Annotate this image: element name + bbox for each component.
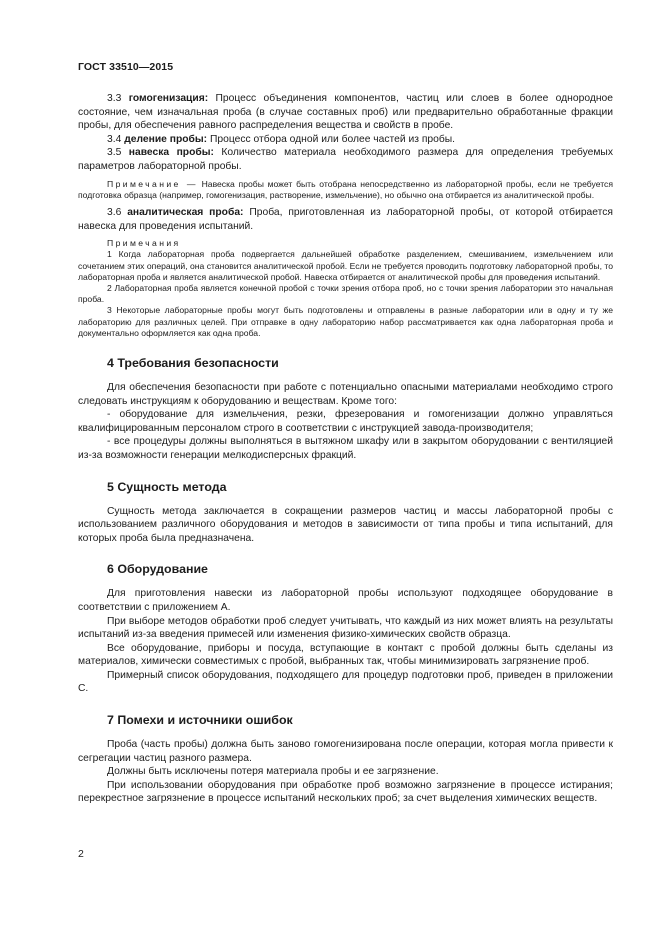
page-number: 2	[78, 848, 84, 860]
paragraph: При выборе методов обработки проб следует учитывать, что каждый из них может влиять на результаты испытаний из-за введения примесей или изменения физико-химических свойств образца.	[78, 615, 613, 641]
section-5-title: 5 Сущность метода	[107, 479, 227, 494]
definition-3-3: 3.3 гомогенизация: Процесс объединения компонентов, частиц или слоев в более однородное состояние, чем изначальная проба (в случае составных проб) или предварительно обработанные фракции пробы, для обеспечения равного распределения вещества и свойств в пробе.	[78, 93, 613, 132]
term-analytical-sample: аналитическая проба:	[127, 206, 244, 218]
list-item: - все процедуры должны выполняться в вытяжном шкафу или в закрытом оборудовании с вентиляцией из-за возможности генерации мелкодисперсных фракций.	[78, 436, 613, 461]
paragraph: Для приготовления навески из лабораторной пробы используют подходящее оборудование в соответствии с приложением А.	[78, 588, 613, 613]
paragraph: Проба (часть пробы) должна быть заново гомогенизирована после операции, которая могла привести к сегрегации частиц разного размера.	[78, 739, 613, 764]
paragraph: Должны быть исключены потеря материала пробы и ее загрязнение.	[107, 766, 439, 778]
note-item: 1 Когда лабораторная проба подвергается дальнейшей обработке разделением, смешиванием, измельчением или сочетанием этих операций, она становится аналитической пробой. Если не требуется проводить подготовку лабораторной пробы, то лабораторная проба и является аналитической пробой. Навеска отбирается от аналитической пробы для проведения испытаний.	[78, 249, 613, 282]
definition-3-4: 3.4 деление пробы: Процесс отбора одной или более частей из пробы.	[107, 133, 456, 145]
definition-3-6: 3.6 аналитическая проба: Проба, приготовленная из лабораторной пробы, от которой отбирается навеска для проведения испытаний.	[78, 206, 613, 232]
note-test-portion: Примечание — Навеска пробы может быть отобрана непосредственно из лабораторной пробы, если не требуется подготовка образца (например, гомогенизация, растворение, измельчение), но обычно она отбирается из аналитической пробы.	[78, 178, 613, 200]
paragraph: Все оборудование, приборы и посуда, вступающие в контакт с пробой должны быть сделаны из материалов, химически совместимых с пробой, выбранных так, чтобы минимизировать загрязнение проб.	[78, 642, 613, 668]
standard-code-header: ГОСТ 33510—2015	[78, 61, 174, 73]
paragraph: Сущность метода заключается в сокращении размеров частиц и массы лабораторной пробы с использованием различного оборудования и методов в зависимости от типа пробы и типа испытаний, для которых проба была предназначена.	[78, 505, 613, 544]
note-label: Примечание —	[107, 178, 198, 189]
term-homogenization: гомогенизация:	[128, 93, 209, 104]
page-body	[78, 92, 613, 806]
list-item: - оборудование для измельчения, резки, фрезерования и гомогенизации должно управляться квалифицированным персоналом строго в соответствии с инструкцией завода-производителя;	[78, 409, 613, 434]
paragraph: Для обеспечения безопасности при работе с потенциально опасными материалами необходимо строго следовать инструкциям к оборудованию и веществам. Кроме того:	[78, 381, 613, 407]
term-test-portion: навеска пробы:	[128, 147, 214, 159]
section-6-title: 6 Оборудование	[107, 562, 208, 577]
paragraph: Примерный список оборудования, подходящего для процедур подготовки проб, приведен в приложении С.	[78, 669, 613, 695]
note-item: 2 Лабораторная проба является конечной пробой с точки зрения отбора проб, но с точки зрения лаборатории это начальная проба.	[78, 282, 613, 305]
paragraph: При использовании оборудования при обработке проб возможно загрязнение в процессе истирания; перекрестное загрязнение в процессе испытаний нескольких проб; за счет выделения химических веществ.	[78, 779, 613, 805]
notes-label: Примечания	[107, 238, 181, 249]
term-sample-division: деление пробы:	[124, 133, 208, 145]
definition-3-5: 3.5 навеска пробы: Количество материала необходимого размера для определения требуемых параметров лабораторной пробы.	[78, 147, 613, 172]
section-4-title: 4 Требования безопасности	[107, 355, 279, 370]
note-item: 3 Некоторые лабораторные пробы могут быть подготовлены и отправлены в разные лаборатории или в одну и ту же лабораторию для различных целей. При отправке в одну лабораторию набор рассматривается как одна лабораторная проба и документально оформляется как одна проба.	[78, 305, 613, 338]
section-7-title: 7 Помехи и источники ошибок	[107, 713, 293, 728]
